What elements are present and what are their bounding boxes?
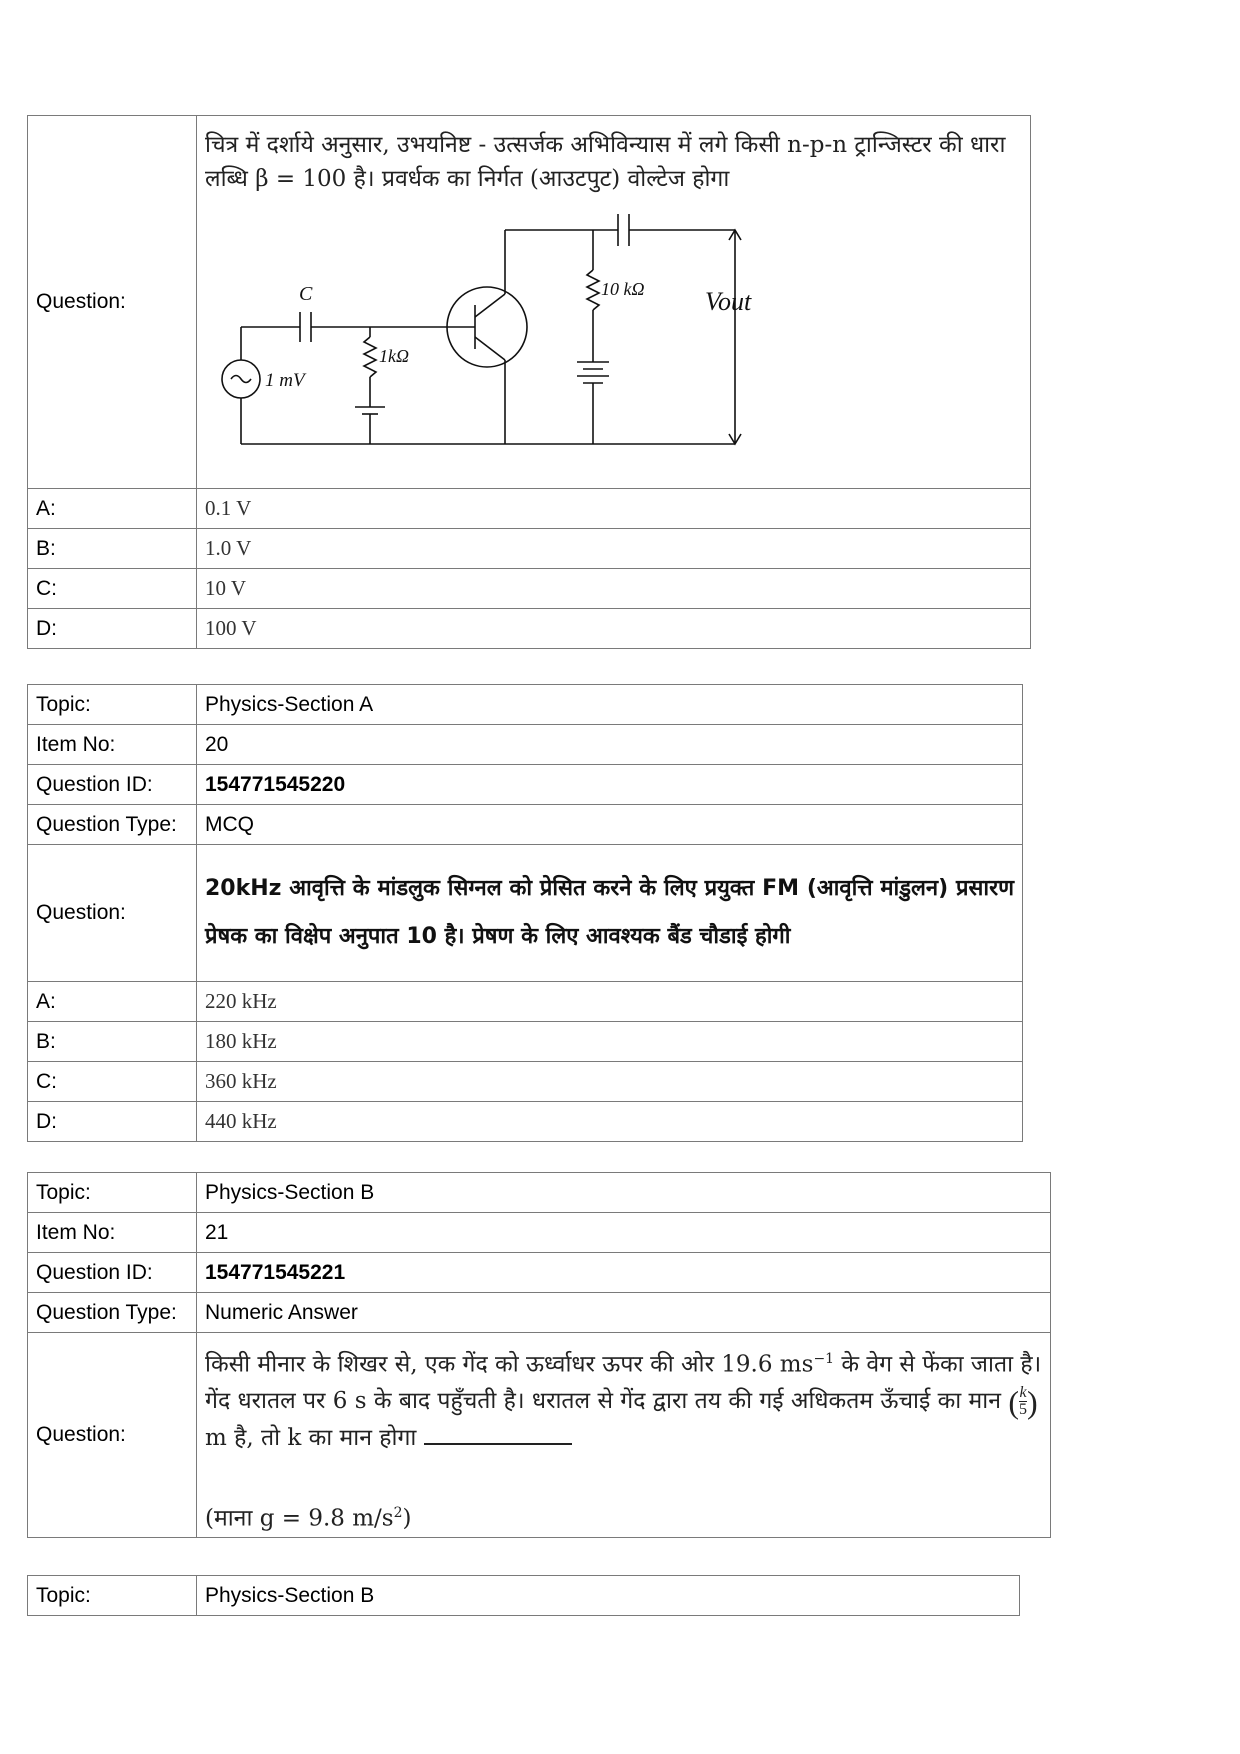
fraction-k-over-5 [1019, 1385, 1027, 1418]
question-cell [197, 116, 1031, 489]
resistor-1k-label: 1kΩ [379, 346, 410, 366]
option-b-label: B: [28, 529, 197, 569]
option-d-label: D: [28, 609, 197, 649]
note-exponent: 2 [393, 1504, 403, 1521]
question-text: किसी मीनार के शिखर से, एक गेंद को ऊर्ध्वाधर ऊपर की ओर 19.6 $ms^{-1}$ के वेग से फेंका जाता है। गेंद धरातल पर 6 s के बाद पहुँचती है। धरातल से गेंद द्वारा तय की गई अधिकतम ऊँचाई का मान ( $\frac{k}{5}$ ) m है, तो k का मान होगा [205, 1351, 1042, 1451]
option-b-value: 1.0 V [197, 529, 1031, 569]
question-label: Question: [28, 845, 197, 982]
option-c-label: C: [28, 569, 197, 609]
question-block-4 [27, 1575, 1020, 1616]
question-id-label: Question ID: [28, 1253, 197, 1293]
topic-value: Physics-Section B [197, 1173, 1051, 1213]
question-block-2 [27, 684, 1023, 1142]
topic-label: Topic: [28, 685, 197, 725]
note-suffix: ) [402, 1505, 412, 1532]
question-text-part2: के वेग से फेंका जाता है। गेंद धरातल पर 6 s के बाद पहुँचती है। धरातल से गेंद द्वारा तय की गई अधिकतम ऊँचाई का मान [205, 1351, 1042, 1414]
question-label: Question: [28, 116, 197, 489]
given-note [205, 1496, 1042, 1536]
question-cell [197, 1333, 1051, 1538]
option-a-label: A: [28, 489, 197, 529]
question-type-label: Question Type: [28, 1293, 197, 1333]
item-no-label: Item No: [28, 1213, 197, 1253]
question-text-part3: m है, तो k का मान होगा [205, 1424, 424, 1451]
circuit-diagram [205, 202, 765, 452]
question-cell [197, 845, 1023, 982]
question-block-1 [27, 115, 1031, 649]
option-d-label: D: [28, 1102, 197, 1142]
option-d-value: 100 V [197, 609, 1031, 649]
question-id-value: 154771545220 [197, 765, 1023, 805]
question-id-value: 154771545221 [197, 1253, 1051, 1293]
fraction-denominator: 5 [1019, 1401, 1027, 1419]
option-c-value: 10 V [197, 569, 1031, 609]
question-label: Question: [28, 1333, 197, 1538]
option-d-value: 440 kHz [197, 1102, 1023, 1142]
question-text: 20kHz आवृत्ति के मांडलुक सिग्नल को प्रेसित करने के लिए प्रयुक्त FM (आवृत्ति मांडुलन) प्रसारण प्रेषक का विक्षेप अनुपात 10 है। प्रेषण के लिए आवश्यक बैंड चौडाई होगी [205, 876, 1014, 949]
question-text-part1: किसी मीनार के शिखर से, एक गेंद को ऊर्ध्वाधर ऊपर की ओर 19.6 ms [205, 1351, 814, 1378]
item-no-label: Item No: [28, 725, 197, 765]
option-a-value: 220 kHz [197, 982, 1023, 1022]
exponent: −1 [813, 1351, 835, 1367]
note-prefix: (माना g = 9.8 m/s [205, 1505, 394, 1532]
vout-label: Vout [705, 287, 752, 316]
item-no-value: 20 [197, 725, 1023, 765]
source-label: 1 mV [265, 370, 305, 391]
option-b-label: B: [28, 1022, 197, 1062]
item-no-value: 21 [197, 1213, 1051, 1253]
topic-value: Physics-Section A [197, 685, 1023, 725]
option-c-value: 360 kHz [197, 1062, 1023, 1102]
question-block-3 [27, 1172, 1051, 1538]
question-type-label: Question Type: [28, 805, 197, 845]
resistor-icon-2 [587, 270, 599, 310]
resistor-10k-label: 10 kΩ [601, 279, 645, 299]
resistor-icon [364, 337, 376, 377]
question-text: चित्र में दर्शाये अनुसार, उभयनिष्ट - उत्सर्जक अभिविन्यास में लगे किसी n-p-n ट्रान्जिस्टर की धारा लब्धि β = 100 है। प्रवर्धक का निर्गत (आउटपुट) वोल्टेज होगा [205, 132, 1006, 192]
question-id-label: Question ID: [28, 765, 197, 805]
option-c-label: C: [28, 1062, 197, 1102]
topic-label: Topic: [28, 1576, 197, 1616]
option-b-value: 180 kHz [197, 1022, 1023, 1062]
option-a-label: A: [28, 982, 197, 1022]
question-type-value: MCQ [197, 805, 1023, 845]
fraction-numerator: k [1019, 1384, 1027, 1402]
capacitor-label: C [299, 283, 313, 305]
answer-blank [424, 1425, 572, 1445]
topic-value: Physics-Section B [197, 1576, 1020, 1616]
question-type-value: Numeric Answer [197, 1293, 1051, 1333]
topic-label: Topic: [28, 1173, 197, 1213]
option-a-value: 0.1 V [197, 489, 1031, 529]
